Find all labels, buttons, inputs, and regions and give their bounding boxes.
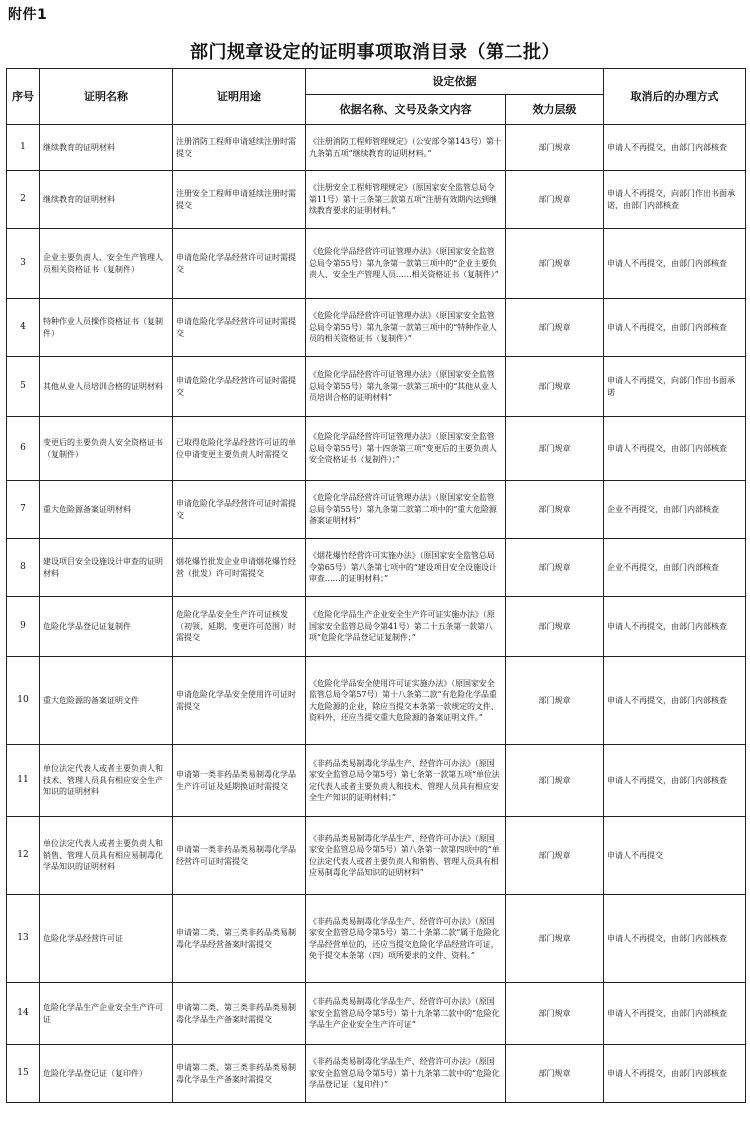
row-after: 企业不再提交，由部门内部核查 (604, 539, 746, 597)
header-level: 效力层级 (506, 95, 604, 125)
row-use: 烟花爆竹批发企业申请烟花爆竹经营（批发）许可时需提交 (173, 539, 306, 597)
row-level: 部门规章 (506, 817, 604, 895)
header-after: 取消后的办理方式 (604, 69, 746, 125)
row-basis: 《非药品类易制毒化学品生产、经营许可办法》（原国家安全监管总局令第5号）第八条第一款第四项中的“单位法定代表人或者主要负责人和销售、管理人员具有相应易制毒化学品知识的证明材料” (306, 817, 506, 895)
row-level: 部门规章 (506, 481, 604, 539)
row-seq: 9 (7, 597, 40, 657)
row-level: 部门规章 (506, 597, 604, 657)
row-after: 申请人不再提交，由部门内部核查 (604, 417, 746, 481)
row-after: 申请人不再提交，由部门内部核查 (604, 745, 746, 817)
table-row (7, 417, 746, 481)
row-name: 重大危险源的备案证明文件 (40, 657, 173, 745)
row-use: 申请危险化学品经营许可证时需提交 (173, 481, 306, 539)
row-use: 申请第二类、第三类非药品类易制毒化学品经营备案时需提交 (173, 895, 306, 983)
row-basis: 《注册消防工程师管理规定》（公安部令第143号）第十九条第五项“继续教育的证明材料。” (306, 125, 506, 171)
row-name: 继续教育的证明材料 (40, 125, 173, 171)
table-row (7, 983, 746, 1045)
table-row (7, 299, 746, 357)
row-name: 其他从业人员培训合格的证明材料 (40, 357, 173, 417)
row-name: 危险化学品登记证（复印件） (40, 1045, 173, 1103)
row-after: 企业不再提交，由部门内部核查 (604, 481, 746, 539)
row-seq: 3 (7, 229, 40, 299)
table-row (7, 745, 746, 817)
row-basis: 《危险化学品经营许可证管理办法》（原国家安全监管总局令第55号）第九条第二款第二项中的“重大危险源备案证明材料” (306, 481, 506, 539)
row-name: 单位法定代表人或者主要负责人和技术、管理人员具有相应安全生产知识的证明材料 (40, 745, 173, 817)
row-after: 申请人不再提交，由部门内部核查 (604, 229, 746, 299)
row-name: 建设项目安全设施设计审查的证明材料 (40, 539, 173, 597)
row-after: 申请人不再提交，由部门内部核查 (604, 657, 746, 745)
row-level: 部门规章 (506, 657, 604, 745)
row-seq: 1 (7, 125, 40, 171)
row-use: 注册消防工程师申请延续注册时需提交 (173, 125, 306, 171)
row-use: 申请危险化学品安全使用许可证时需提交 (173, 657, 306, 745)
row-basis: 《危险化学品经营许可证管理办法》（原国家安全监管总局令第55号）第九条第一款第三项中的“企业主要负责人、安全生产管理人员……相关资格证书（复制件）” (306, 229, 506, 299)
row-seq: 2 (7, 171, 40, 229)
row-basis: 《非药品类易制毒化学品生产、经营许可办法》（原国家安全监管总局令第5号）第十九条第二款中的“危险化学品登记证（复印件）” (306, 1045, 506, 1103)
row-level: 部门规章 (506, 539, 604, 597)
row-use: 申请危险化学品经营许可证时需提交 (173, 229, 306, 299)
row-basis: 《非药品类易制毒化学品生产、经营许可办法》（原国家安全监管总局令第5号）第十九条第二款中的“危险化学品生产企业安全生产许可证” (306, 983, 506, 1045)
row-seq: 8 (7, 539, 40, 597)
row-use: 危险化学品安全生产许可证核发（初领、延期、变更许可范围）时需提交 (173, 597, 306, 657)
table-row (7, 817, 746, 895)
row-name: 危险化学品生产企业安全生产许可证 (40, 983, 173, 1045)
header-basis: 依据名称、文号及条文内容 (306, 95, 506, 125)
row-after: 申请人不再提交，由部门内部核查 (604, 597, 746, 657)
row-basis: 《危险化学品经营许可证管理办法》（原国家安全监管总局令第55号）第九条第一款第三项中的“其他从业人员培训合格的证明材料” (306, 357, 506, 417)
row-level: 部门规章 (506, 417, 604, 481)
row-name: 企业主要负责人、安全生产管理人员相关资格证书（复制件） (40, 229, 173, 299)
row-use: 已取得危险化学品经营许可证的单位申请变更主要负责人时需提交 (173, 417, 306, 481)
row-level: 部门规章 (506, 1045, 604, 1103)
row-basis: 《烟花爆竹经营许可实施办法》（原国家安全监管总局令第65号）第八条第七项中的“建设项目安全设施设计审查……的证明材料；” (306, 539, 506, 597)
header-basis-group: 设定依据 (306, 69, 604, 95)
page-title: 部门规章设定的证明事项取消目录（第二批） (190, 42, 560, 63)
row-after: 申请人不再提交，由部门内部核查 (604, 125, 746, 171)
row-name: 特种作业人员操作资格证书（复制件） (40, 299, 173, 357)
row-level: 部门规章 (506, 983, 604, 1045)
row-after: 申请人不再提交，由部门内部核查 (604, 1045, 746, 1103)
row-name: 变更后的主要负责人安全资格证书（复制件） (40, 417, 173, 481)
row-seq: 13 (7, 895, 40, 983)
table-row (7, 357, 746, 417)
row-seq: 7 (7, 481, 40, 539)
row-level: 部门规章 (506, 125, 604, 171)
row-use: 申请危险化学品经营许可证时需提交 (173, 299, 306, 357)
row-level: 部门规章 (506, 171, 604, 229)
table-row (7, 657, 746, 745)
table-row (7, 597, 746, 657)
row-name: 危险化学品经营许可证 (40, 895, 173, 983)
row-name: 单位法定代表人或者主要负责人和销售、管理人员具有相应易制毒化学品知识的证明材料 (40, 817, 173, 895)
row-level: 部门规章 (506, 299, 604, 357)
row-seq: 14 (7, 983, 40, 1045)
header-name: 证明名称 (40, 69, 173, 125)
row-seq: 10 (7, 657, 40, 745)
row-after: 申请人不再提交，由部门内部核查 (604, 299, 746, 357)
row-level: 部门规章 (506, 895, 604, 983)
row-level: 部门规章 (506, 229, 604, 299)
row-basis: 《危险化学品生产企业安全生产许可证实施办法》（原国家安全监管总局令第41号）第二十五条第一款第八项“危险化学品登记证复制件；” (306, 597, 506, 657)
header-use: 证明用途 (173, 69, 306, 125)
row-seq: 6 (7, 417, 40, 481)
row-seq: 4 (7, 299, 40, 357)
row-after: 申请人不再提交 (604, 817, 746, 895)
row-use: 注册安全工程师申请延续注册时需提交 (173, 171, 306, 229)
row-seq: 11 (7, 745, 40, 817)
row-basis: 《非药品类易制毒化学品生产、经营许可办法》（原国家安全监管总局令第5号）第二十条第二款“属于危险化学品经营单位的，还应当提交危险化学品经营许可证，免于提交本条第（四）项所要求的文件、资料。” (306, 895, 506, 983)
row-after: 申请人不再提交，向部门作出书面承诺 (604, 357, 746, 417)
row-name: 继续教育的证明材料 (40, 171, 173, 229)
table-row (7, 1045, 746, 1103)
row-basis: 《危险化学品经营许可证管理办法》（原国家安全监管总局令第55号）第九条第一款第三项中的“特种作业人员的相关资格证书（复制件）” (306, 299, 506, 357)
row-use: 申请第二类、第三类非药品类易制毒化学品生产备案时需提交 (173, 983, 306, 1045)
attachment-label: 附件1 (8, 7, 48, 23)
header-seq: 序号 (7, 69, 40, 125)
row-after: 申请人不再提交，向部门作出书面承诺，由部门内部核查 (604, 171, 746, 229)
row-basis: 《危险化学品安全使用许可证实施办法》（原国家安全监管总局令第57号）第十八条第二款“有危险化学品重大危险源的企业，除应当提交本条第一款规定的文件、资料外，还应当提交重大危险源的备案证明文件。” (306, 657, 506, 745)
table-row (7, 125, 746, 171)
row-basis: 《非药品类易制毒化学品生产、经营许可办法》（原国家安全监管总局令第5号）第七条第一款第五项“单位法定代表人或者主要负责人和技术、管理人员具有相应安全生产知识的证明材料；” (306, 745, 506, 817)
row-name: 危险化学品登记证复制件 (40, 597, 173, 657)
row-use: 申请第一类非药品类易制毒化学品生产许可证及延期换证时需提交 (173, 745, 306, 817)
row-after: 申请人不再提交，由部门内部核查 (604, 895, 746, 983)
row-use: 申请第一类非药品类易制毒化学品经营许可证时需提交 (173, 817, 306, 895)
table-row (7, 895, 746, 983)
row-after: 申请人不再提交，由部门内部核查 (604, 983, 746, 1045)
table-row (7, 481, 746, 539)
row-seq: 15 (7, 1045, 40, 1103)
row-basis: 《危险化学品经营许可证管理办法》（原国家安全监管总局令第55号）第十四条第三项“变更后的主要负责人安全资格证书（复制件）；” (306, 417, 506, 481)
table-row (7, 229, 746, 299)
row-basis: 《注册安全工程师管理规定》（原国家安全监管总局令第11号）第十三条第三款第五项“注册有效期内达到继续教育要求的证明材料。” (306, 171, 506, 229)
table-row (7, 171, 746, 229)
row-use: 申请危险化学品经营许可证时需提交 (173, 357, 306, 417)
row-seq: 5 (7, 357, 40, 417)
catalog-table (6, 68, 746, 1103)
row-level: 部门规章 (506, 357, 604, 417)
row-seq: 12 (7, 817, 40, 895)
row-use: 申请第二类、第三类非药品类易制毒化学品生产备案时需提交 (173, 1045, 306, 1103)
row-name: 重大危险源备案证明材料 (40, 481, 173, 539)
table-row (7, 539, 746, 597)
row-level: 部门规章 (506, 745, 604, 817)
